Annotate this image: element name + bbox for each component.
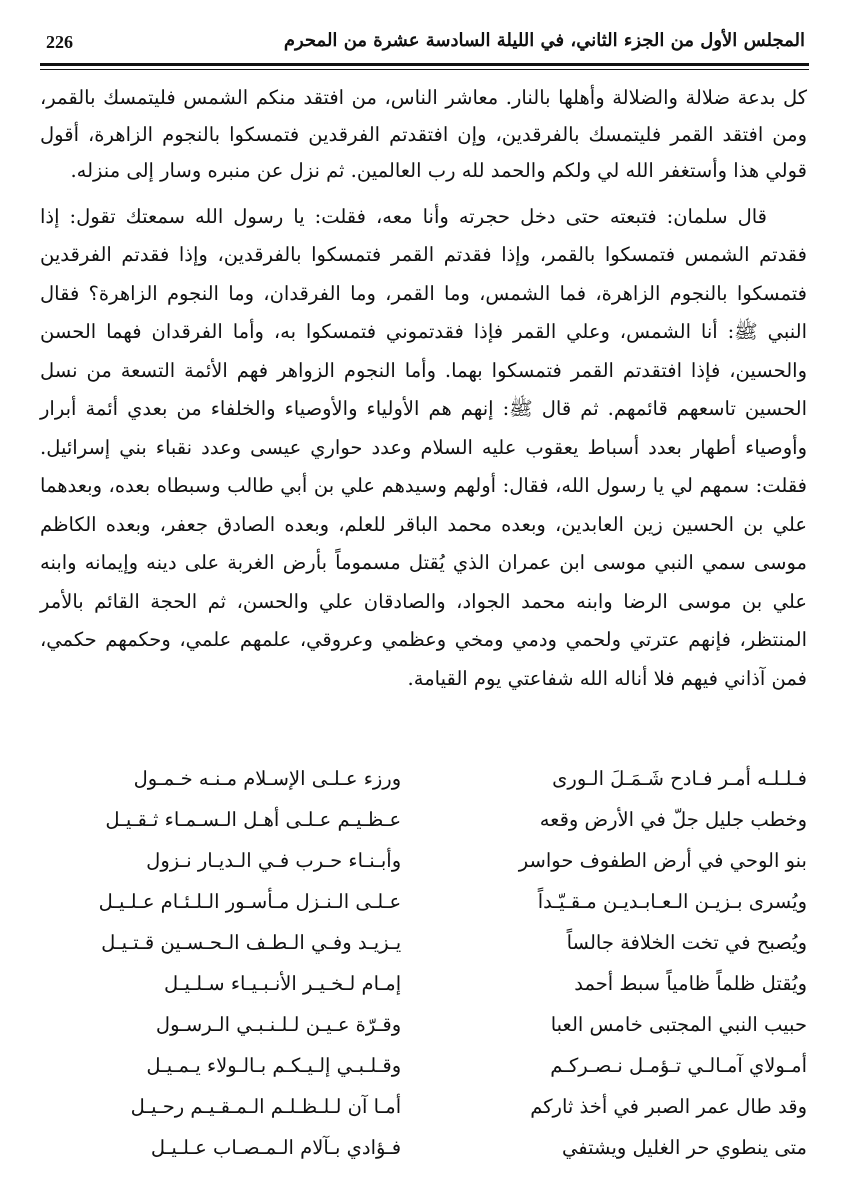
paragraph: قال سلمان: فتبعته حتى دخل حجرته وأنا معه، فقلت: يا رسول الله سمعتك تقول: إذا فقدتم الشمس فتمسكوا بالقمر، وإذا فقدتم القمر فتمسكوا بالفرقدين، وإذا فقدتم الفرقدين فتمسكوا بالنجوم الزاهرة، فما الشمس، وما القمر، وما الفرقدان، وما النجوم الزاهرة؟ فقال النبي ﷺ: أنا الشمس، وعلي القمر فإذا فقدتموني فتمسكوا به، وأما الفرقدان فهما الحسن والحسين، فإذا افتقدتم القمر فتمسكوا بهما. وأما النجوم الزواهر فهم الأئمة التسعة من نسل الحسين تاسعهم قائمهم. ثم قال ﷺ: إنهم هم الأولياء والأوصياء والخلفاء من بعدي أئمة أبرار وأوصياء أطهار بعدد أسباط يعقوب عليه السلام وعدد حواري عيسى وعدد نقباء بني إسرائيل. فقلت: سمهم لي يا رسول الله، فقال: أولهم وسيدهم علي بن أبي طالب وسبطاه بعده، وبعدهما علي بن الحسين زين العابدين، وبعده محمد الباقر للعلم، وبعده الصادق جعفر، وبعده الكاظم موسى سمي النبي موسى ابن عمران الذي يُقتل مسموماً بأرض الغربة على دينه وإيمانه وابنه علي بن موسى الرضا وابنه محمد الجواد، والصادقان علي والحسن، ثم الحجة القائم بالأمر المنتظر، فإنهم عترتي ولحمي ودمي ومخي وعظمي وعروقي، علمهم علمي، وحكمهم حكمي، فمن آذاني فيهم فلا أناله الله شفاعتي يوم القيامة. xyxy=(40,204,807,690)
hemistich-first: حبيب النبي المجتبى خامس العبا xyxy=(550,1013,807,1036)
hemistich-first: ويُقتل ظلماً ظامياً سبط أحمد xyxy=(574,972,807,995)
hemistich-second: ورزء عـلـى الإسـلام مـنـه خـمـول xyxy=(133,767,402,790)
running-title: المجلس الأول من الجزء الثاني، في الليلة السادسة عشرة من المحرم xyxy=(283,30,805,51)
poem-verse xyxy=(60,922,807,963)
hemistich-second: فـؤادي بـآلام الـمـصـاب عـلـيـل xyxy=(150,1136,402,1159)
poem xyxy=(60,758,807,1168)
hemistich-second: عـظـيـم عـلـى أهـل الـسـمـاء ثـقـيـل xyxy=(105,808,402,831)
running-header xyxy=(40,30,809,60)
hemistich-first: فـلـلـه أمـر فـادح شَـمَـلَ الـورى xyxy=(552,767,807,790)
hemistich-first: وخطب جليل جلّ في الأرض وقعه xyxy=(539,808,807,831)
hemistich-first: بنو الوحي في أرض الطفوف حواسر xyxy=(518,849,807,872)
poem-verse xyxy=(60,758,807,799)
paragraph: كل بدعة ضلالة والضلالة وأهلها بالنار. معاشر الناس، من افتقد منكم الشمس فليتمسك بالقمر، ومن افتقد القمر فليتمسك بالفرقدين، وإن افتقدتم الفرقدين فتمسكوا بالنجوم الزاهرة، أقول قولي هذا وأستغفر الله لي ولكم والحمد لله رب العالمين. ثم نزل عن منبره وسار إلى منزله. xyxy=(40,86,807,182)
hemistich-second: وقـلـبـي إلـيـكـم بـالـولاء يـمـيـل xyxy=(146,1054,402,1077)
poem-verse xyxy=(60,963,807,1004)
hemistich-second: يـزيـد وفـي الـطـف الـحـسـين قـتـيـل xyxy=(101,931,402,954)
hemistich-second: إمـام لـخـيـر الأنـبـيـاء سـلـيـل xyxy=(164,972,402,995)
hemistich-second: وقـرّة عـيـن لـلـنـبـي الـرسـول xyxy=(155,1013,402,1036)
poem-verse xyxy=(60,1045,807,1086)
poem-verse xyxy=(60,1127,807,1168)
poem-verse xyxy=(60,881,807,922)
poem-verse xyxy=(60,840,807,881)
body-text xyxy=(40,80,807,698)
hemistich-first: ويُسرى بـزيـن الـعـابـديـن مـقـيّـداً xyxy=(537,890,807,913)
poem-verse xyxy=(60,1086,807,1127)
header-rule-thin xyxy=(40,69,809,70)
hemistich-first: ويُصبح في تخت الخلافة جالساً xyxy=(566,931,807,954)
hemistich-first: أمـولاي آمـالـي تـؤمـل نـصـركـم xyxy=(550,1054,807,1077)
hemistich-first: متى ينطوي حر الغليل ويشتفي xyxy=(562,1136,807,1159)
poem-verse xyxy=(60,1004,807,1045)
poem-verse xyxy=(60,799,807,840)
hemistich-first: وقد طال عمر الصبر في أخذ ثاركم xyxy=(530,1095,807,1118)
page-number: 226 xyxy=(46,32,73,52)
header-rule-thick xyxy=(40,63,809,66)
hemistich-second: عـلـى الـنـزل مـأسـور الـلـئـام عـلـيـل xyxy=(98,890,402,913)
hemistich-second: أمـا آن لـلـظـلـم الـمـقـيـم رحـيـل xyxy=(130,1095,402,1118)
hemistich-second: وأبـنـاء حـرب فـي الـديـار نـزول xyxy=(146,849,402,872)
